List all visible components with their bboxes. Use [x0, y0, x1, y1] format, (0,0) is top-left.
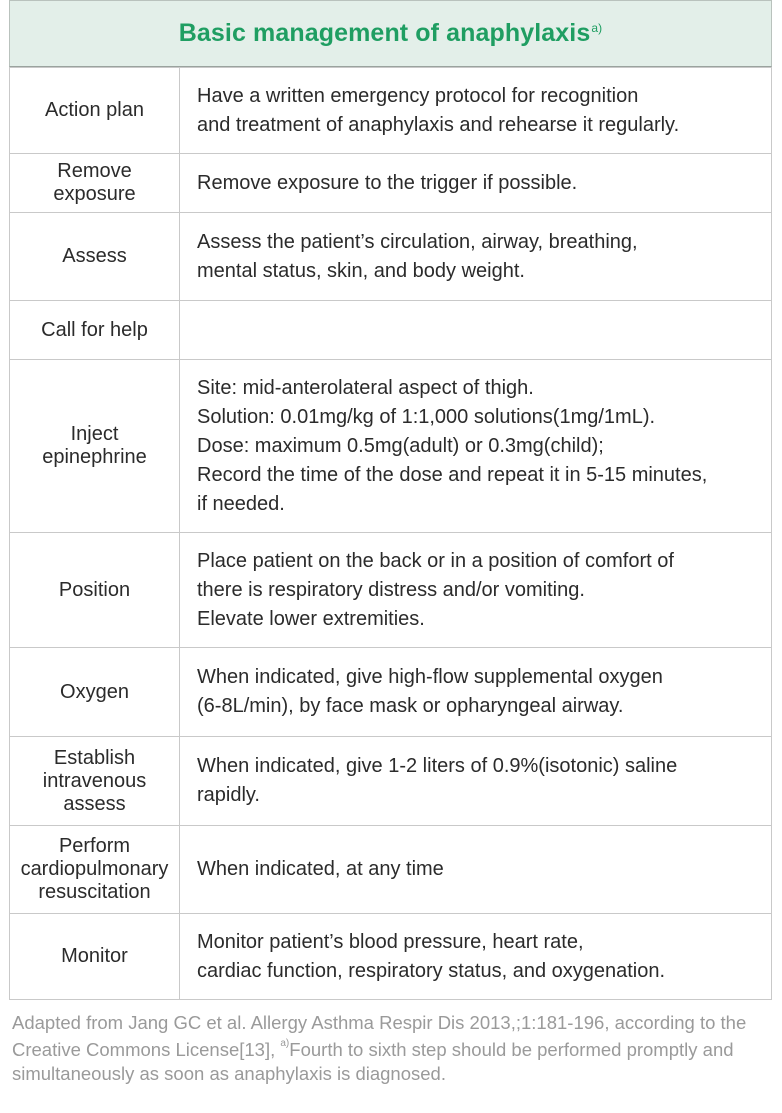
step-label: Inject epinephrine	[42, 423, 147, 468]
step-label: Monitor	[61, 945, 128, 967]
table-row	[10, 914, 772, 1000]
step-cell	[10, 533, 180, 648]
description-cell	[180, 68, 772, 154]
table-row	[10, 301, 772, 360]
description-cell	[180, 826, 772, 914]
table-title-text: Basic management of anaphylaxis	[178, 19, 591, 47]
step-description: Site: mid-anterolateral aspect of thigh. Solution: 0.01mg/kg of 1:1,000 solutions(1mg/1mL). Dose: maximum 0.5mg(adult) or 0.3mg(child); Record the time of the dose and repeat it in 5-15 minutes, if needed.	[197, 376, 708, 515]
step-cell	[10, 737, 180, 826]
footnote-source-text: Adapted from Jang GC et al. Allergy Asthma Respir Dis 2013,;1:181-196, according to the Creative Commons License[13],	[12, 1012, 747, 1061]
table-row	[10, 648, 772, 737]
step-description: When indicated, give 1-2 liters of 0.9%(isotonic) saline rapidly.	[197, 755, 678, 806]
step-cell	[10, 154, 180, 213]
management-steps-table	[9, 67, 772, 1000]
step-description: When indicated, give high-flow supplemental oxygen (6-8L/min), by face mask or opharyngeal airway.	[197, 666, 663, 717]
table-row	[10, 154, 772, 213]
step-cell	[10, 213, 180, 301]
step-label: Position	[58, 578, 131, 601]
step-cell	[10, 360, 180, 533]
step-description: Remove exposure to the trigger if possible.	[197, 171, 578, 194]
description-cell	[180, 360, 772, 533]
description-cell	[180, 301, 772, 360]
table-title	[9, 0, 772, 67]
description-cell	[180, 154, 772, 213]
table-row	[10, 213, 772, 301]
table-row	[10, 533, 772, 648]
step-label: Perform cardiopulmonary resuscitation	[20, 835, 169, 903]
step-cell	[10, 68, 180, 154]
step-description: When indicated, at any time	[197, 858, 444, 880]
table-row	[10, 826, 772, 914]
footnote-marker: a)	[280, 1038, 290, 1049]
step-description: Assess the patient’s circulation, airway, breathing, mental status, skin, and body weight.	[197, 230, 638, 282]
footnote-note-text: Fourth to sixth step should be performed promptly and simultaneously as soon as anaphylaxis is diagnosed.	[12, 1039, 734, 1085]
step-label: Call for help	[41, 318, 148, 341]
step-cell	[10, 826, 180, 914]
description-cell	[180, 737, 772, 826]
description-cell	[180, 213, 772, 301]
footnote	[12, 1011, 772, 1086]
anaphylaxis-table-container	[9, 0, 772, 1000]
step-description: Place patient on the back or in a position of comfort of there is respiratory distress and/or vomiting. Elevate lower extremities.	[197, 549, 674, 630]
step-label: Action plan	[45, 99, 144, 121]
step-cell	[10, 301, 180, 360]
table-title-footnote-marker: a)	[591, 20, 603, 35]
step-cell	[10, 648, 180, 737]
step-label: Oxygen	[60, 680, 129, 703]
step-label: Assess	[62, 245, 127, 267]
step-label: Remove exposure	[53, 160, 136, 205]
description-cell	[180, 648, 772, 737]
table-row	[10, 68, 772, 154]
table-row	[10, 360, 772, 533]
step-cell	[10, 914, 180, 1000]
step-label: Establish intravenous assess	[42, 746, 147, 815]
table-row	[10, 737, 772, 826]
description-cell	[180, 914, 772, 1000]
step-description: Monitor patient’s blood pressure, heart rate, cardiac function, respiratory status, and oxygenation.	[197, 930, 666, 982]
step-description: Have a written emergency protocol for recognition and treatment of anaphylaxis and rehearse it regularly.	[197, 84, 680, 136]
description-cell	[180, 533, 772, 648]
